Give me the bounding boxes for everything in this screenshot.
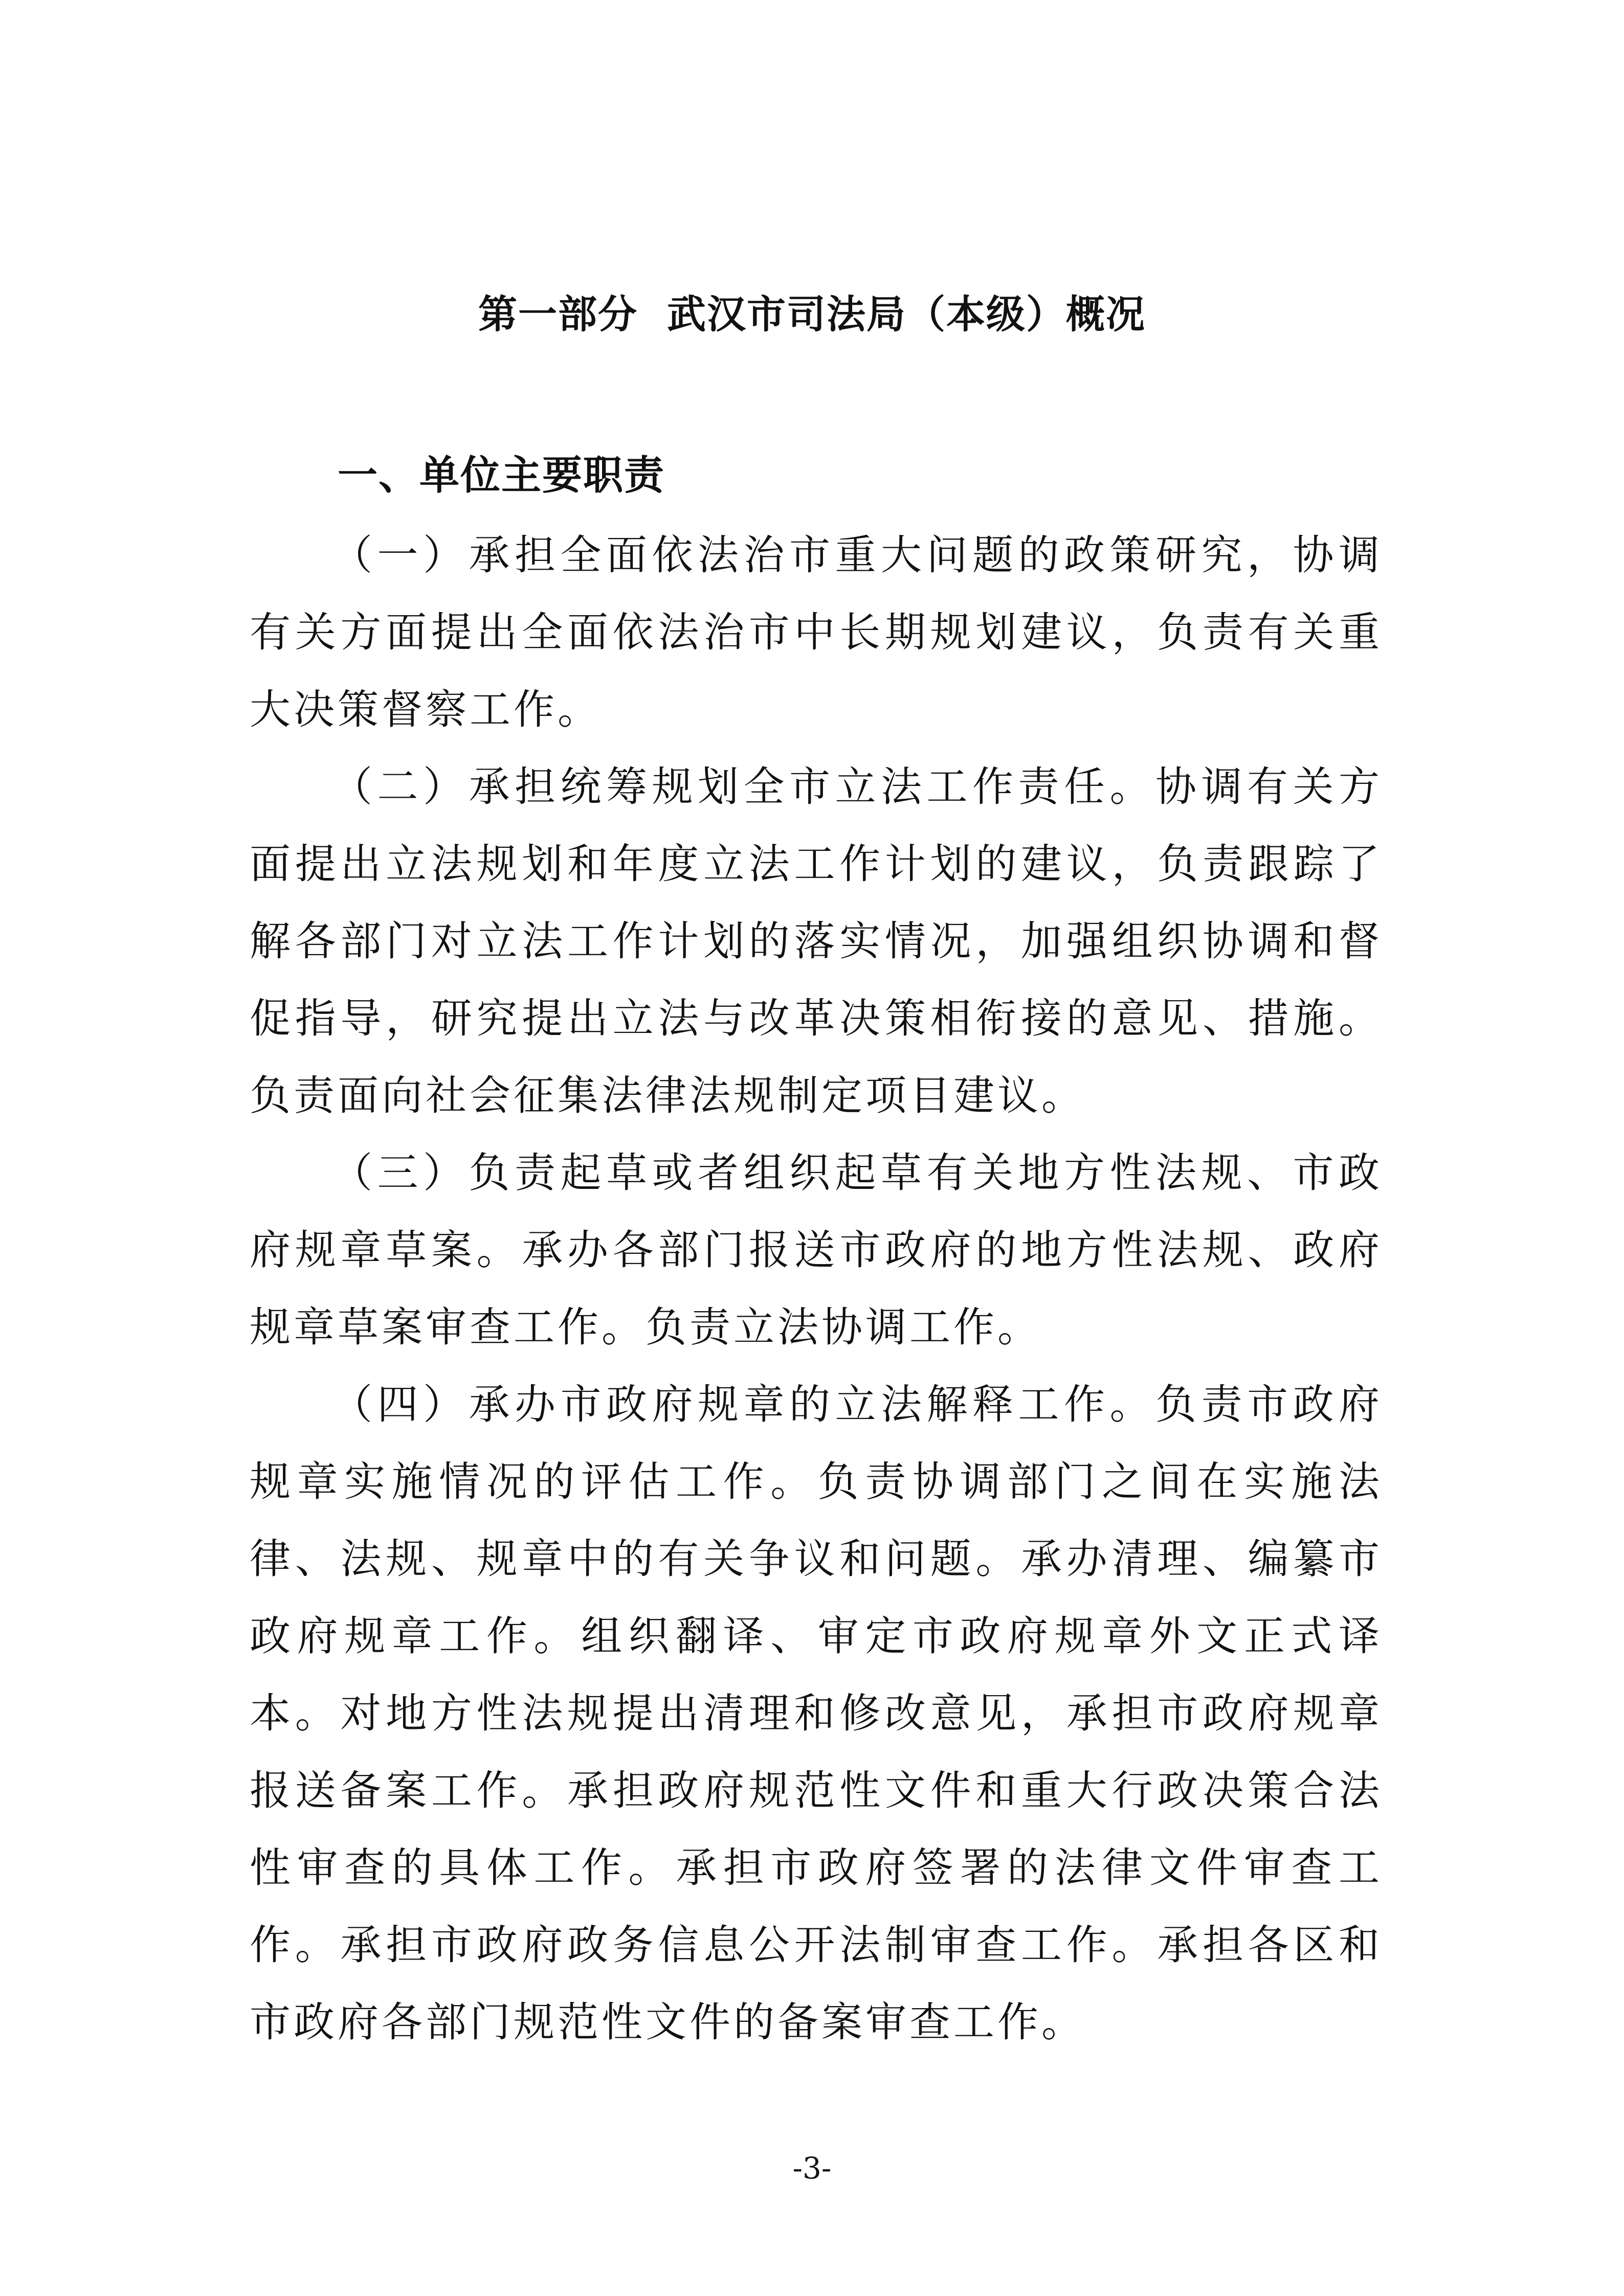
section-heading: 一、单位主要职责	[338, 453, 665, 499]
page-number: -3-	[792, 2151, 832, 2186]
paragraph-2: （二）承担统筹规划全市立法工作责任。协调有关方面提出立法规划和年度立法工作计划的建议，负责跟踪了解各部门对立法工作计划的落实情况，加强组织协调和督促指导，研究提出立法与改革决策相衔接的意见、措施。负责面向社会征集法律法规制定项目建议。	[250, 763, 1383, 1119]
paragraph-3: （三）负责起草或者组织起草有关地方性法规、市政府规章草案。承办各部门报送市政府的地方性法规、政府规章草案审查工作。负责立法协调工作。	[250, 1149, 1383, 1351]
paragraph-1: （一）承担全面依法治市重大问题的政策研究，协调有关方面提出全面依法治市中长期规划建议，负责有关重大决策督察工作。	[250, 531, 1383, 733]
paragraph-4: （四）承办市政府规章的立法解释工作。负责市政府规章实施情况的评估工作。负责协调部门之间在实施法律、法规、规章中的有关争议和问题。承办清理、编纂市政府规章工作。组织翻译、审定市政府规章外文正式译本。对地方性法规提出清理和修改意见，承担市政府规章报送备案工作。承担政府规范性文件和重大行政决策合法性审查的具体工作。承担市政府签署的法律文件审查工作。承担市政府政务信息公开法制审查工作。承担各区和市政府各部门规范性文件的备案审查工作。	[250, 1381, 1383, 2046]
body-text	[250, 516, 1383, 2061]
document-title: 第一部分 武汉市司法局（本级）概况	[478, 291, 1146, 337]
